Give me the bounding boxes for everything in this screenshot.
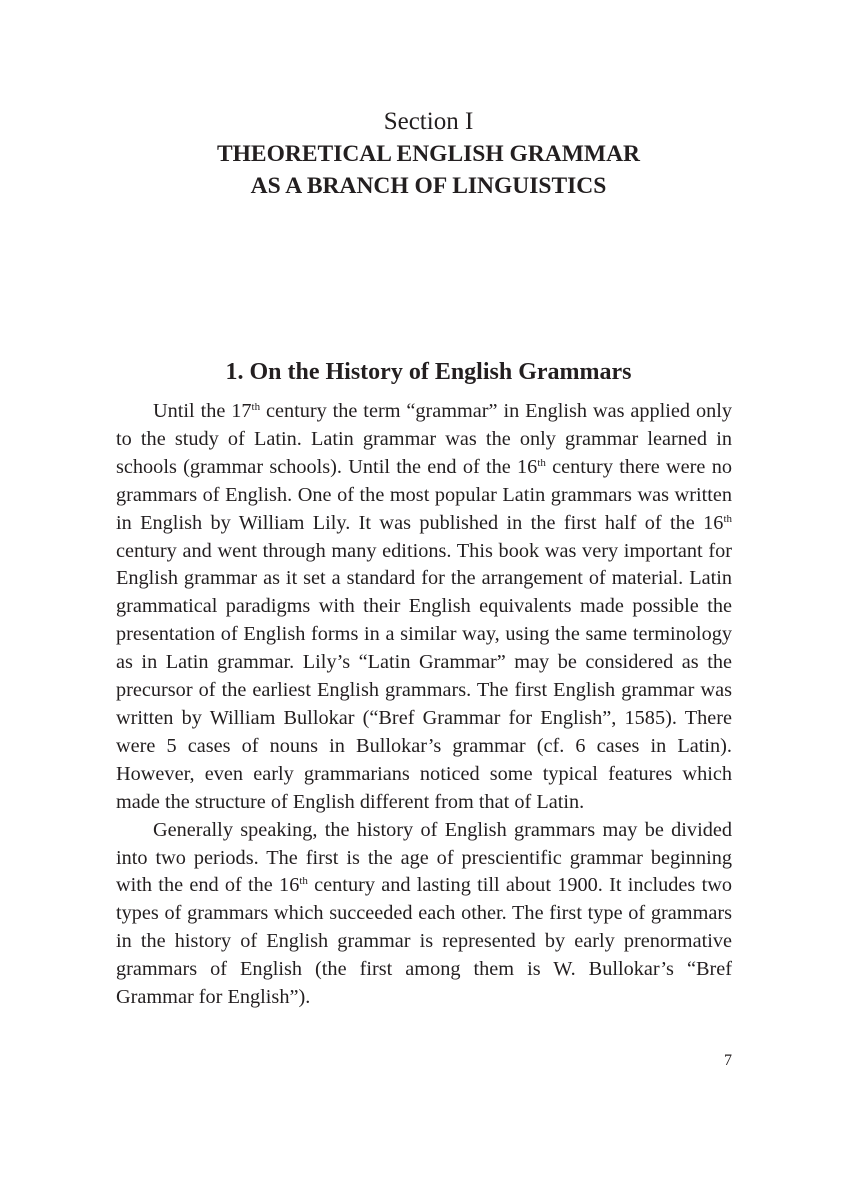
- superscript: th: [251, 401, 261, 413]
- section-label: Section I: [383, 108, 474, 135]
- body-text: [116, 398, 732, 1012]
- page-number: 7: [724, 1052, 732, 1069]
- superscript: th: [299, 875, 308, 888]
- superscript: th: [723, 512, 732, 525]
- text-segment: century and went through many editions. This book was very important for English grammar as it set a standard for the arrangement of material. Latin grammatical paradigms with their English equivalents made possible the presentation of English forms in a similar way, using the same terminology as in Latin grammar. Lily’s “Latin Grammar” may be considered as the precursor of the earliest English grammars. The first English grammar was written by William Bullokar (“Bref Grammar for English”, 1585). There were 5 cases of nouns in Bullokar’s grammar (cf. 6 cases in Latin). However, even early grammarians noticed some typical features which made the structure of English different from that of Latin.: [116, 539, 732, 813]
- section-title-line-1: THEORETICAL ENGLISH GRAMMAR: [216, 141, 641, 167]
- paragraph: [116, 398, 732, 817]
- section-title-line-2: AS A BRANCH OF LINGUISTICS: [250, 173, 607, 199]
- section-header: [0, 106, 857, 202]
- text-segment: Until the 17: [153, 400, 252, 422]
- subsection-title: 1. On the History of English Grammars: [225, 359, 632, 385]
- text-segment: Generally speaking, the history of English grammars may be divided into two periods. The first is the age of prescientific grammar beginning with the end of the 16: [116, 818, 732, 897]
- text-segment: century there were no grammars of English. One of the most popular Latin grammars was written in English by William Lily. It was published in the first half of the 16: [116, 455, 732, 534]
- superscript: th: [537, 456, 546, 469]
- text-segment: century the term “grammar” in English was applied only to the study of Latin. Latin grammar was the only grammar learned in schools (grammar schools). Until the end of the 16: [116, 400, 733, 478]
- text-segment: century and lasting till about 1900. It includes two types of grammars which succeeded each other. The first type of grammars in the history of English grammar is represented by early prenormative grammars of English (the first among them is W. Bullokar’s “Bref Grammar for English”).: [116, 874, 732, 1009]
- paragraph: [116, 817, 732, 1012]
